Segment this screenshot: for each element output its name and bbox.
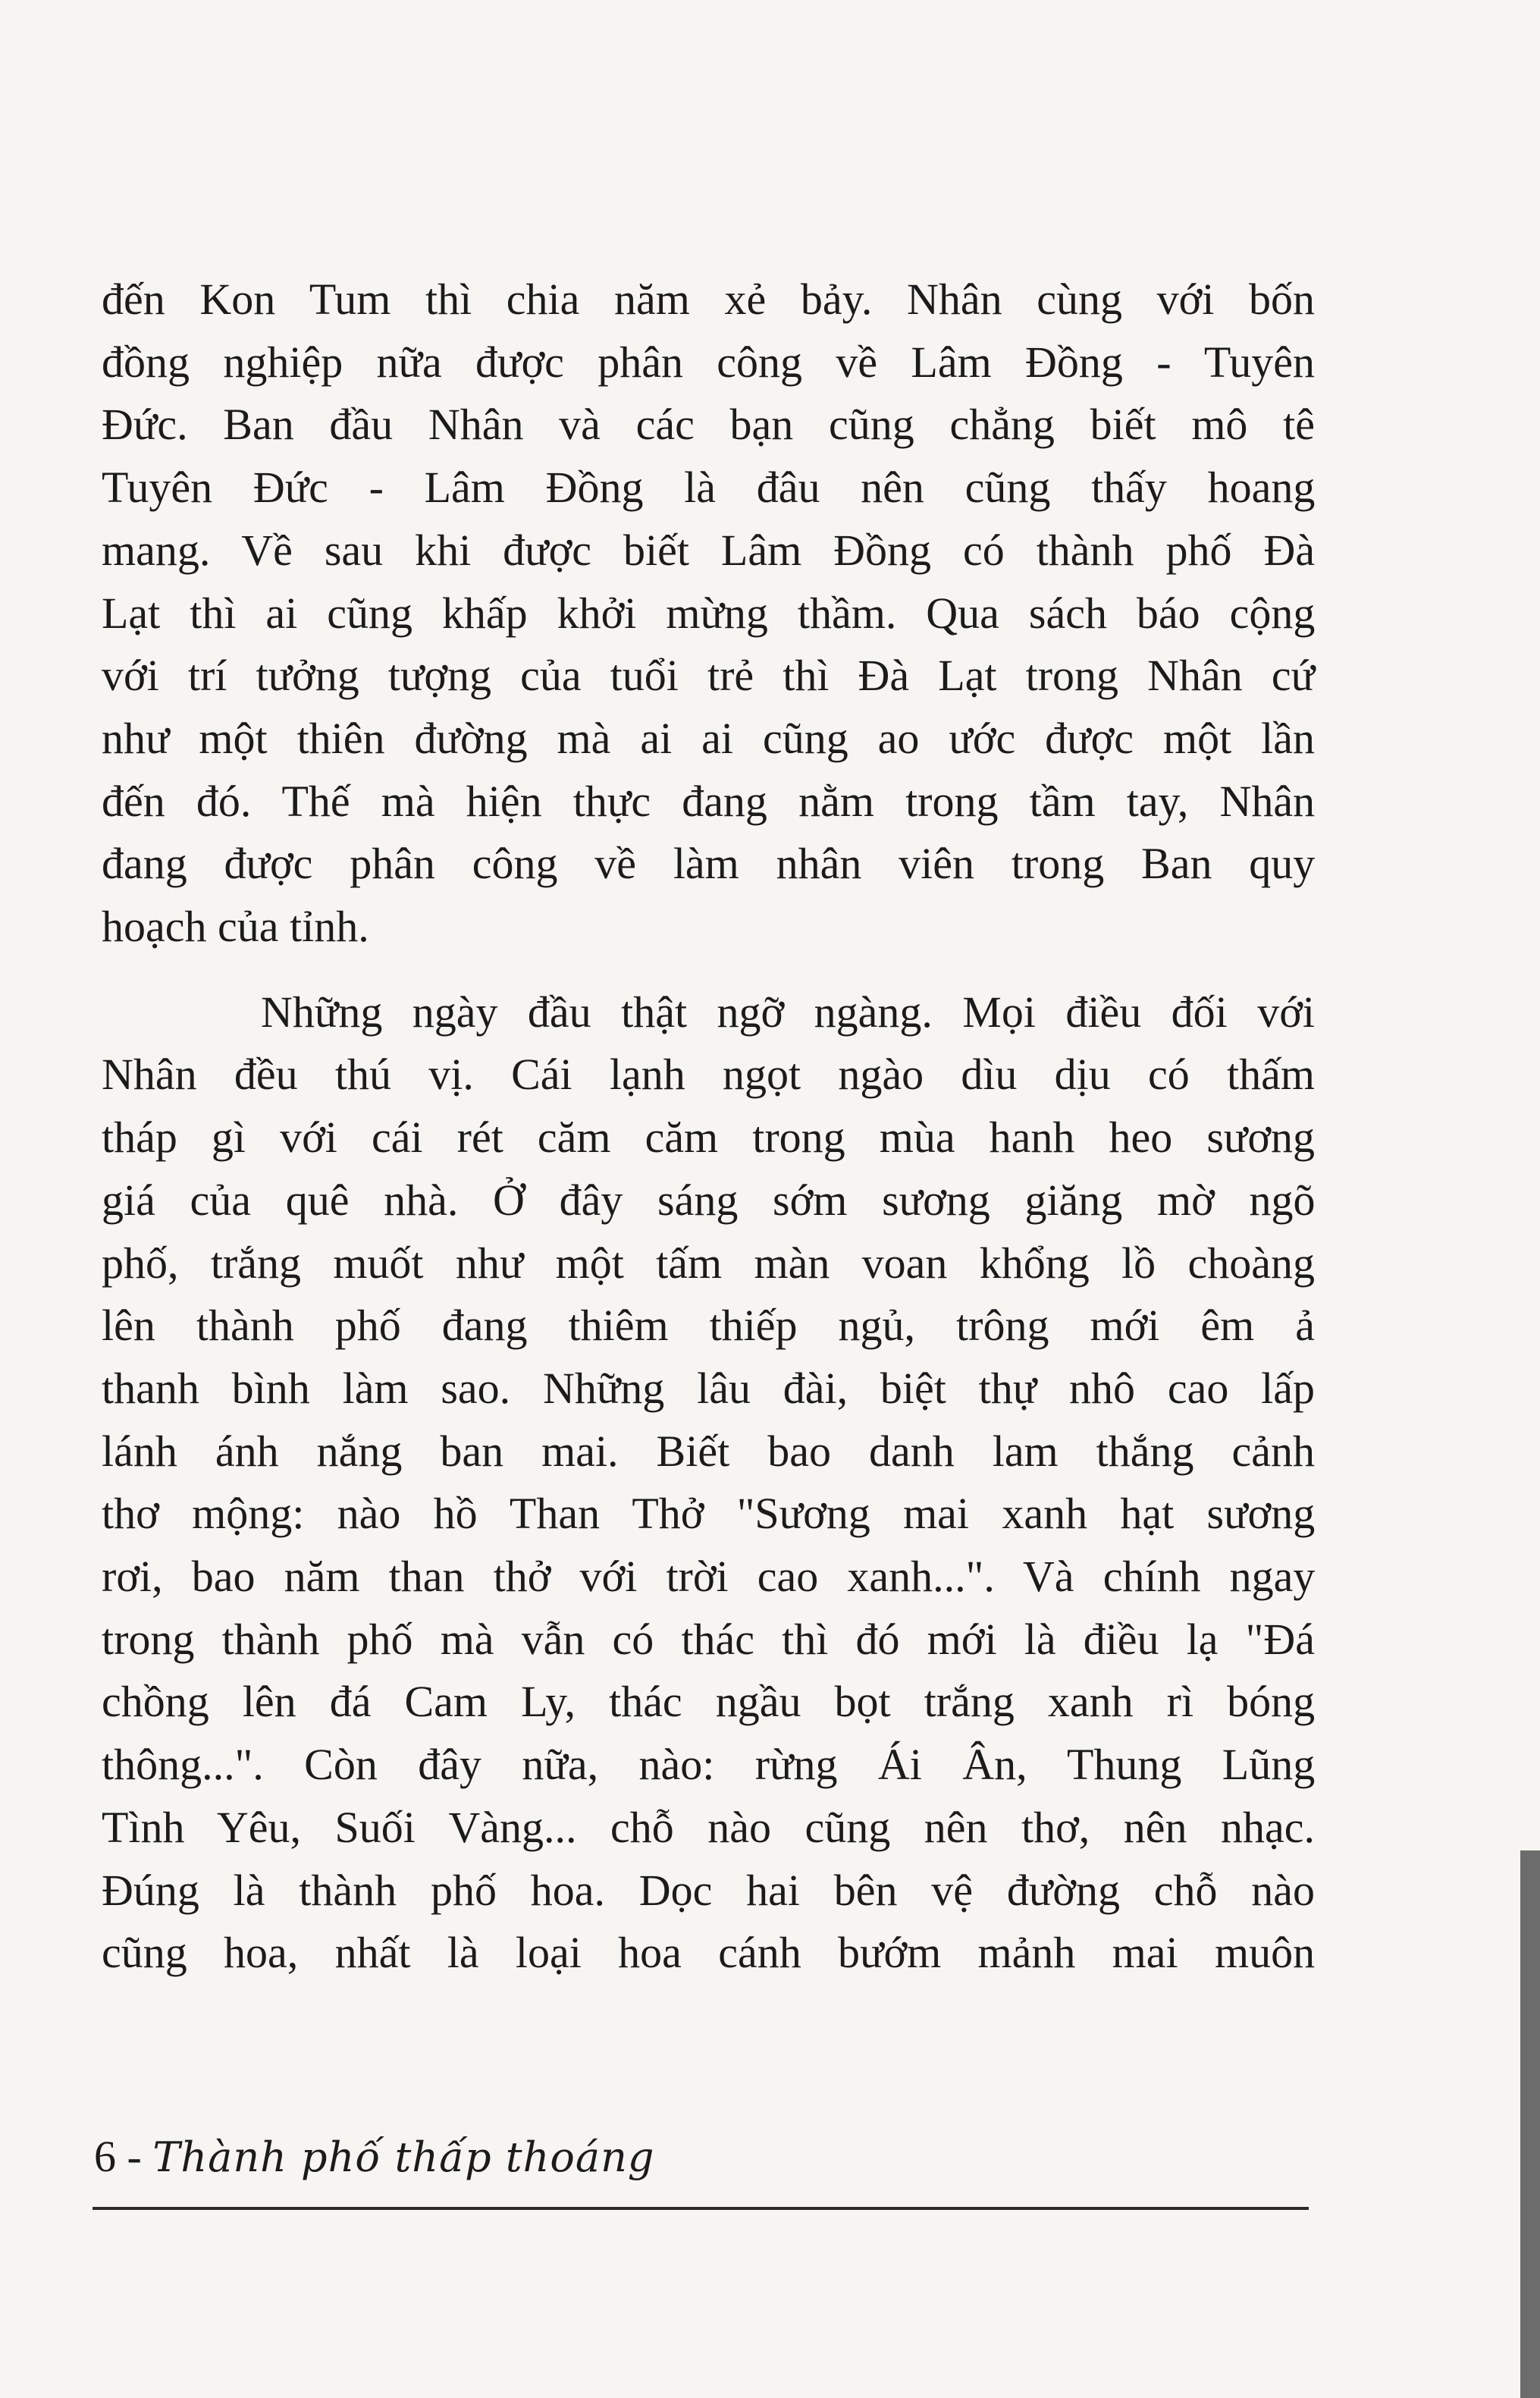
text-line: thanh bình làm sao. Những lâu đài, biệt thự nhô cao lấp xyxy=(102,1363,1315,1413)
text-line: đến đó. Thế mà hiện thực đang nằm trong tầm tay, Nhân xyxy=(102,776,1316,826)
text-line: phố, trắng muốt như một tấm màn voan khổng lồ choàng xyxy=(102,1238,1315,1288)
text-line: Tuyên Đức - Lâm Đồng là đâu nên cũng thấy hoang xyxy=(102,463,1316,513)
page-number: 6 - xyxy=(94,2132,142,2181)
text-line: đồng nghiệp nữa được phân công về Lâm Đồng - Tuyên xyxy=(102,337,1315,387)
paragraph-1 xyxy=(102,268,1315,959)
text-line: thơ mộng: nào hồ Than Thở "Sương mai xanh hạt sương xyxy=(102,1489,1316,1539)
text-line: hoạch của tỉnh. xyxy=(102,902,369,952)
text-line: lên thành phố đang thiêm thiếp ngủ, trông mới êm ả xyxy=(102,1301,1315,1351)
page-footer xyxy=(94,2131,654,2182)
text-line: Lạt thì ai cũng khấp khởi mừng thầm. Qua sách báo cộng xyxy=(102,588,1316,638)
text-line: lánh ánh nắng ban mai. Biết bao danh lam thắng cảnh xyxy=(102,1426,1316,1476)
text-line: Đúng là thành phố hoa. Dọc hai bên vệ đường chỗ nào xyxy=(102,1865,1315,1915)
text-line: như một thiên đường mà ai ai cũng ao ước được một lần xyxy=(102,713,1315,763)
body-text xyxy=(102,268,1315,1985)
text-line: tháp gì với cái rét căm căm trong mùa hanh heo sương xyxy=(102,1113,1315,1163)
text-line: cũng hoa, nhất là loại hoa cánh bướm mảnh mai muôn xyxy=(102,1928,1316,1978)
text-line: thông...". Còn đây nữa, nào: rừng Ái Ân, Thung Lũng xyxy=(102,1740,1316,1790)
text-line: với trí tưởng tượng của tuổi trẻ thì Đà Lạt trong Nhân cứ xyxy=(102,651,1316,701)
paragraph-2 xyxy=(102,981,1315,1985)
footer-rule xyxy=(93,2207,1309,2210)
text-line: đến Kon Tum thì chia năm xẻ bảy. Nhân cùng với bốn xyxy=(102,275,1315,324)
running-title: Thành phố thấp thoáng xyxy=(152,2133,655,2181)
text-line: đang được phân công về làm nhân viên trong Ban quy xyxy=(102,839,1316,889)
text-line: chồng lên đá Cam Ly, thác ngầu bọt trắng xanh rì bóng xyxy=(102,1677,1316,1727)
text-line: trong thành phố mà vẫn có thác thì đó mới là điều lạ "Đá xyxy=(102,1614,1315,1664)
text-line: Nhân đều thú vị. Cái lạnh ngọt ngào dìu dịu có thấm xyxy=(102,1050,1315,1100)
text-line: Những ngày đầu thật ngỡ ngàng. Mọi điều đối với xyxy=(261,987,1315,1037)
scan-edge-shadow xyxy=(1520,1850,1540,2398)
text-line: Tình Yêu, Suối Vàng... chỗ nào cũng nên thơ, nên nhạc. xyxy=(102,1802,1315,1852)
text-line: Đức. Ban đầu Nhân và các bạn cũng chẳng biết mô tê xyxy=(102,400,1315,450)
text-line: rơi, bao năm than thở với trời cao xanh...". Và chính ngay xyxy=(102,1552,1316,1602)
text-line: giá của quê nhà. Ở đây sáng sớm sương giăng mờ ngõ xyxy=(102,1175,1316,1225)
text-line: mang. Về sau khi được biết Lâm Đồng có thành phố Đà xyxy=(102,525,1316,575)
